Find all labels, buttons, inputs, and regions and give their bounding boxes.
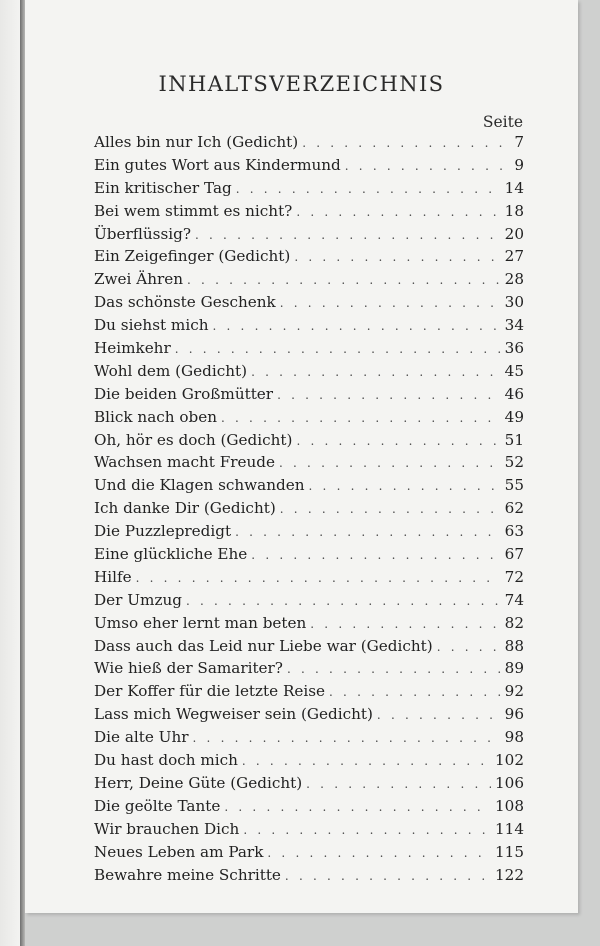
toc-dot-leader (280, 498, 501, 521)
toc-entry (94, 200, 524, 223)
toc-entry-title: Die Puzzlepredigt (94, 522, 232, 541)
toc-entry-page: 114 (495, 819, 524, 838)
toc-entry (94, 566, 524, 589)
toc-dot-leader (236, 178, 501, 201)
toc-entry (94, 864, 524, 887)
toc-entry-page: 14 (504, 178, 524, 197)
toc-entry-title: Wohl dem (Gedicht) (94, 361, 248, 380)
toc-entry-title: Wie hieß der Samariter? (94, 659, 283, 678)
toc-dot-leader (195, 224, 501, 247)
toc-entry-page: 18 (504, 201, 524, 220)
toc-entry (94, 749, 524, 772)
toc-entry-title: Zwei Ähren (94, 270, 184, 289)
toc-entry-title: Wir brauchen Dich (94, 819, 240, 838)
toc-dot-leader (306, 773, 491, 796)
toc-entry (94, 406, 524, 429)
toc-dot-leader (175, 338, 501, 361)
toc-dot-leader (279, 452, 501, 475)
toc-entry-page: 55 (504, 476, 524, 495)
toc-entry-title: Die geölte Tante (94, 796, 221, 815)
toc-entry-page: 51 (504, 430, 524, 449)
toc-entry (94, 680, 524, 703)
toc-entry-title: Neues Leben am Park (94, 842, 264, 861)
toc-entry-title: Ein Zeigefinger (Gedicht) (94, 247, 291, 266)
toc-entry-title: Hilfe (94, 567, 132, 586)
toc-dot-leader (296, 430, 500, 453)
toc-dot-leader (287, 658, 501, 681)
toc-entry-page: 92 (504, 682, 524, 701)
toc-dot-leader (277, 384, 501, 407)
toc-dot-leader (285, 865, 491, 888)
toc-entry (94, 177, 524, 200)
toc-entry (94, 474, 524, 497)
toc-entry (94, 657, 524, 680)
toc-entry (94, 429, 524, 452)
toc-dot-leader (235, 521, 501, 544)
page-column-label: Seite (482, 113, 523, 131)
toc-entry-page: 102 (495, 751, 524, 770)
toc-entry (94, 245, 524, 268)
toc-dot-leader (243, 819, 491, 842)
toc-entry (94, 520, 524, 543)
toc-entry-title: Der Umzug (94, 590, 182, 609)
toc-entry-page: 98 (504, 728, 524, 747)
toc-entry-title: Lass mich Wegweiser sein (Gedicht) (94, 705, 373, 724)
toc-entry (94, 383, 524, 406)
toc-dot-leader (329, 681, 501, 704)
toc-dot-leader (310, 613, 500, 636)
toc-entry-title: Alles bin nur Ich (Gedicht) (94, 133, 299, 151)
toc-dot-leader (309, 475, 501, 498)
toc-dot-leader (267, 842, 491, 865)
toc-entry-page: 74 (504, 590, 524, 609)
table-of-contents (94, 131, 524, 886)
toc-entry (94, 131, 524, 154)
toc-entry-page: 34 (504, 316, 524, 335)
toc-entry-title: Eine glückliche Ehe (94, 545, 248, 564)
toc-entry (94, 154, 524, 177)
toc-entry-title: Ein gutes Wort aus Kindermund (94, 155, 341, 174)
toc-dot-leader (186, 590, 501, 613)
toc-entry-page: 67 (504, 545, 524, 564)
toc-entry-title: Heimkehr (94, 339, 171, 358)
toc-entry (94, 841, 524, 864)
toc-entry-page: 7 (514, 133, 524, 151)
toc-entry-title: Und die Klagen schwanden (94, 476, 305, 495)
toc-dot-leader (302, 132, 510, 155)
toc-dot-leader (294, 246, 500, 269)
toc-entry-page: 30 (504, 293, 524, 312)
toc-entry-page: 63 (504, 522, 524, 541)
toc-entry-title: Das schönste Geschenk (94, 293, 276, 312)
toc-entry-page: 96 (504, 705, 524, 724)
toc-entry-title: Bewahre meine Schritte (94, 865, 281, 884)
toc-entry-title: Dass auch das Leid nur Liebe war (Gedicht) (94, 636, 433, 655)
toc-dot-leader (193, 727, 501, 750)
toc-entry-page: 49 (504, 407, 524, 426)
toc-entry (94, 726, 524, 749)
toc-entry-page: 52 (504, 453, 524, 472)
toc-entry (94, 795, 524, 818)
toc-entry (94, 589, 524, 612)
toc-entry (94, 268, 524, 291)
toc-entry-title: Wachsen macht Freude (94, 453, 275, 472)
toc-entry (94, 497, 524, 520)
toc-entry (94, 337, 524, 360)
toc-entry (94, 612, 524, 635)
toc-entry (94, 291, 524, 314)
toc-page (25, 0, 578, 913)
previous-page-edge (0, 0, 20, 946)
toc-entry (94, 451, 524, 474)
toc-entry-title: Ein kritischer Tag (94, 178, 232, 197)
toc-entry-title: Du hast doch mich (94, 751, 238, 770)
toc-entry-page: 9 (514, 155, 524, 174)
toc-entry-page: 36 (504, 339, 524, 358)
toc-dot-leader (437, 636, 501, 659)
toc-entry (94, 818, 524, 841)
toc-entry-title: Blick nach oben (94, 407, 217, 426)
toc-entry-page: 45 (504, 361, 524, 380)
toc-entry-page: 27 (504, 247, 524, 266)
toc-dot-leader (242, 750, 491, 773)
toc-entry (94, 360, 524, 383)
toc-dot-leader (377, 704, 501, 727)
toc-entry (94, 543, 524, 566)
toc-entry-page: 115 (495, 842, 524, 861)
toc-dot-leader (187, 269, 501, 292)
toc-entry-title: Die alte Uhr (94, 728, 189, 747)
toc-entry (94, 314, 524, 337)
toc-entry-page: 88 (504, 636, 524, 655)
toc-entry (94, 635, 524, 658)
toc-entry-title: Herr, Deine Güte (Gedicht) (94, 773, 303, 792)
toc-dot-leader (212, 315, 500, 338)
toc-dot-leader (280, 292, 501, 315)
page-title: INHALTSVERZEICHNIS (158, 72, 445, 96)
toc-dot-leader (251, 361, 501, 384)
toc-entry-page: 20 (504, 224, 524, 243)
toc-entry-page: 62 (504, 499, 524, 518)
toc-entry-page: 28 (504, 270, 524, 289)
toc-entry-title: Bei wem stimmt es nicht? (94, 201, 293, 220)
toc-dot-leader (296, 201, 500, 224)
toc-entry-title: Ich danke Dir (Gedicht) (94, 499, 276, 518)
toc-entry (94, 772, 524, 795)
toc-entry-title: Überflüssig? (94, 224, 191, 243)
toc-entry-page: 82 (504, 613, 524, 632)
toc-dot-leader (345, 155, 511, 178)
toc-entry-title: Die beiden Großmütter (94, 384, 274, 403)
toc-entry (94, 223, 524, 246)
toc-dot-leader (221, 407, 501, 430)
toc-dot-leader (251, 544, 500, 567)
toc-entry-title: Der Koffer für die letzte Reise (94, 682, 326, 701)
toc-dot-leader (136, 567, 501, 590)
toc-entry-page: 106 (495, 773, 524, 792)
toc-entry-page: 89 (504, 659, 524, 678)
toc-entry-page: 46 (504, 384, 524, 403)
toc-entry-title: Oh, hör es doch (Gedicht) (94, 430, 293, 449)
toc-dot-leader (224, 796, 491, 819)
toc-entry (94, 703, 524, 726)
toc-entry-page: 108 (495, 796, 524, 815)
toc-entry-page: 72 (504, 567, 524, 586)
toc-entry-page: 122 (495, 865, 524, 884)
toc-entry-title: Umso eher lernt man beten (94, 613, 307, 632)
toc-entry-title: Du siehst mich (94, 316, 209, 335)
